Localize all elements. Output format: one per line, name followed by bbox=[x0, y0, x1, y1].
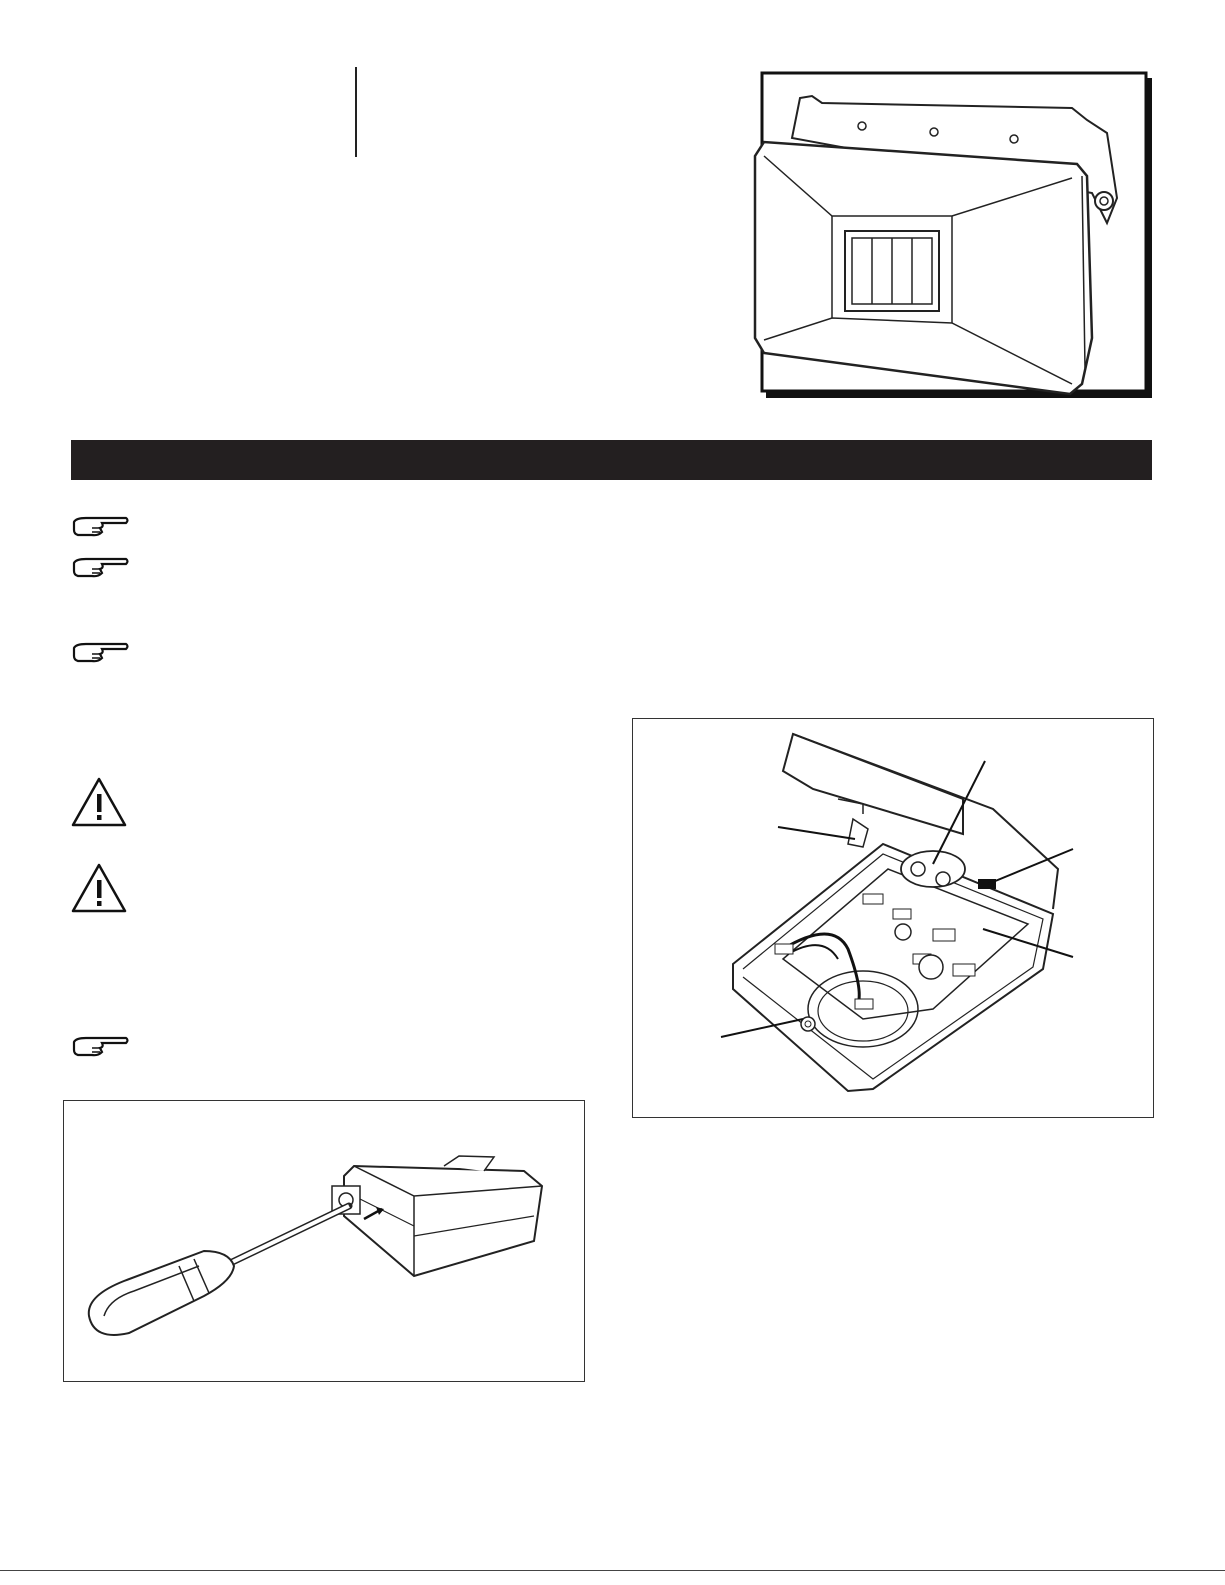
header-divider bbox=[355, 67, 357, 157]
warning-triangle-icon bbox=[70, 776, 128, 828]
motion-sensor-illustration bbox=[752, 68, 1154, 400]
open-sensor-housing-illustration bbox=[633, 719, 1153, 1117]
pointing-hand-icon bbox=[72, 555, 130, 581]
screwdriver-illustration bbox=[64, 1101, 584, 1381]
pointing-hand-icon bbox=[72, 514, 130, 540]
pointing-hand-icon bbox=[72, 1034, 130, 1060]
section-header-bar bbox=[71, 440, 1152, 480]
motion-sensor-figure bbox=[752, 68, 1154, 400]
screwdriver-figure bbox=[63, 1100, 585, 1382]
pointing-hand-icon bbox=[72, 640, 130, 666]
open-housing-figure bbox=[632, 718, 1154, 1118]
warning-triangle-icon bbox=[70, 862, 128, 914]
page-footer-rule bbox=[0, 1570, 1225, 1571]
